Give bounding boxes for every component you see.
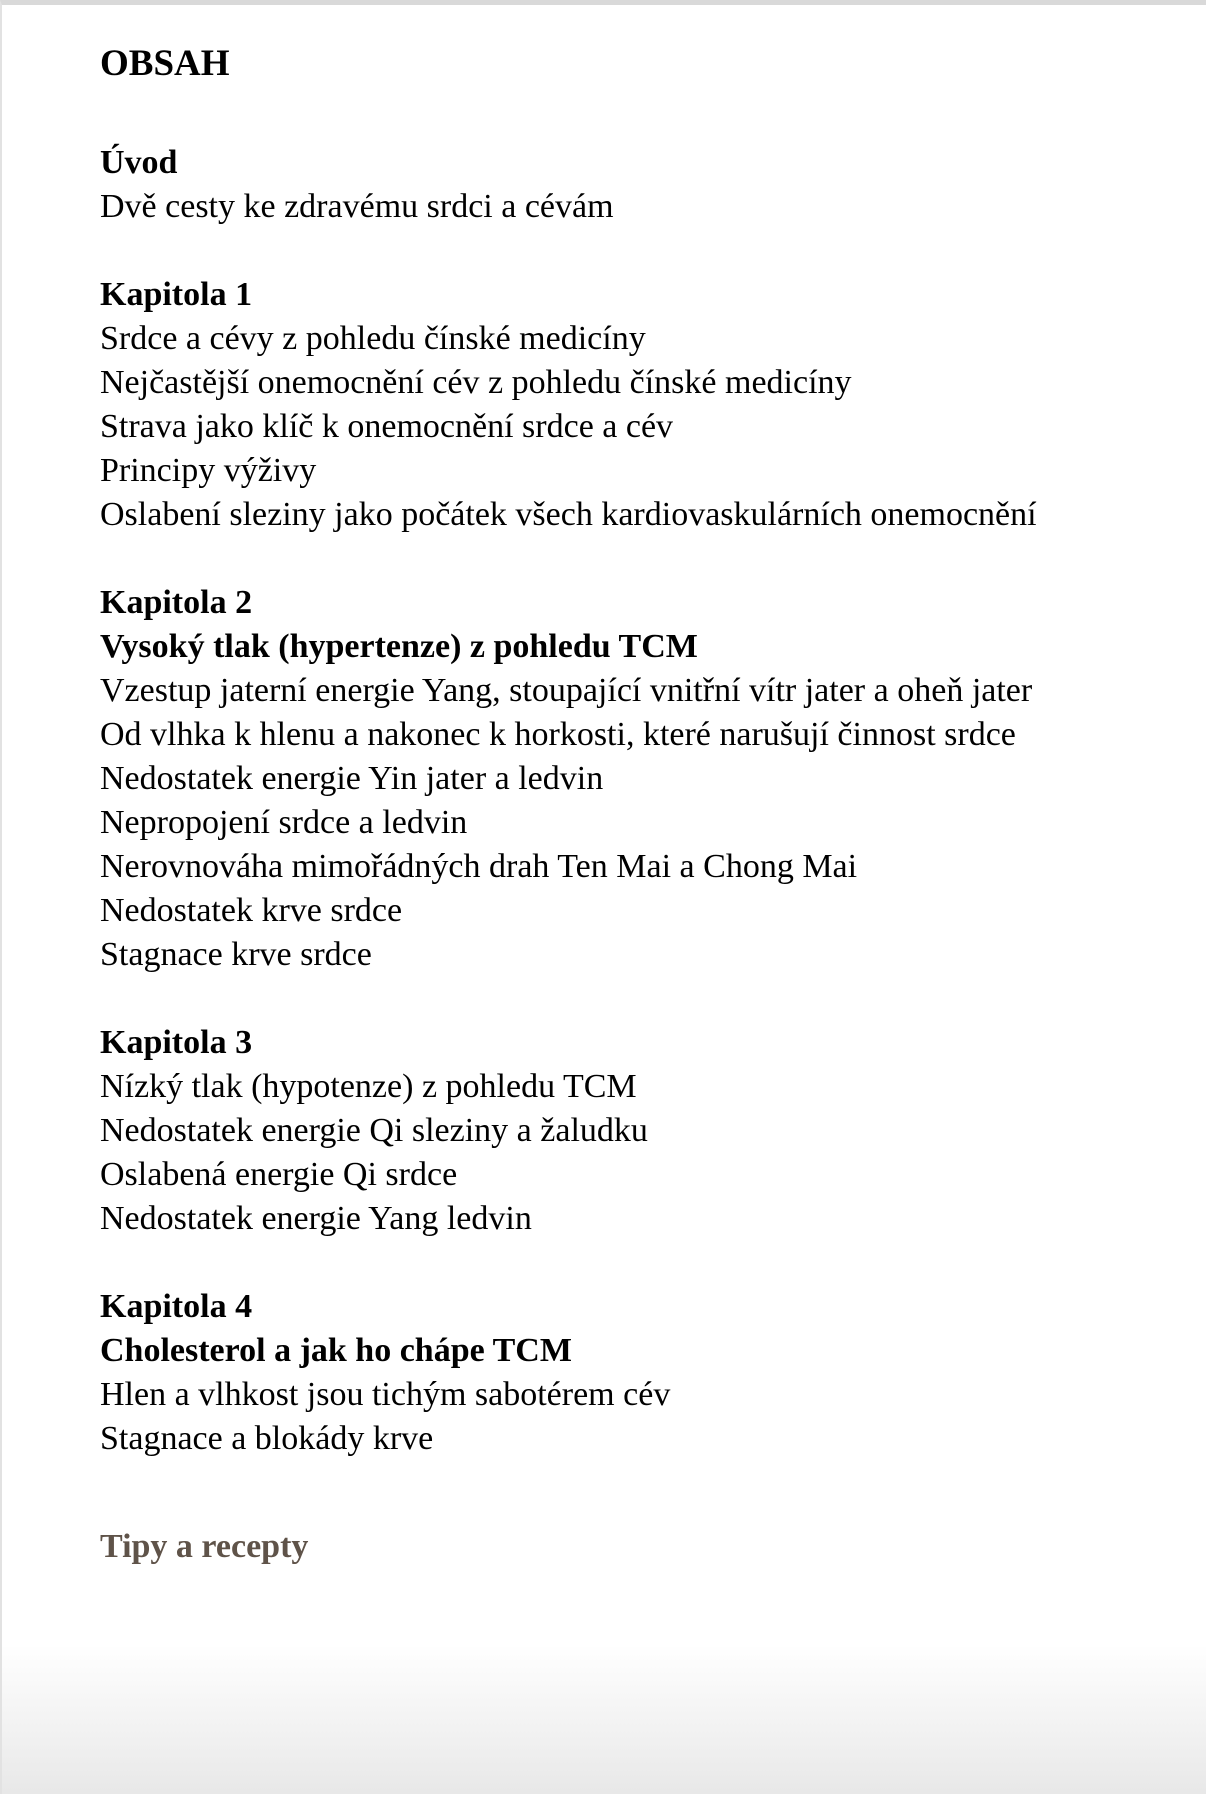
- section-kapitola-3: [100, 1021, 1106, 1241]
- toc-entry: Hlen a vlhkost jsou tichým sabotérem cév: [100, 1376, 671, 1413]
- toc-entry: Strava jako klíč k onemocnění srdce a cév: [100, 408, 674, 445]
- toc-entry: Od vlhka k hlenu a nakonec k horkosti, které narušují činnost srdce: [100, 716, 1016, 753]
- section-kapitola-1: [100, 273, 1106, 537]
- section-kapitola-2: [100, 581, 1106, 977]
- toc-entry: Stagnace a blokády krve: [100, 1420, 434, 1457]
- section-heading: Kapitola 4: [100, 1288, 253, 1325]
- section-heading: Kapitola 3: [100, 1024, 253, 1061]
- toc-entry: Stagnace krve srdce: [100, 936, 372, 973]
- toc-entry: Nedostatek krve srdce: [100, 892, 403, 929]
- toc-entry: Srdce a cévy z pohledu čínské medicíny: [100, 320, 646, 357]
- toc-entry: Nejčastější onemocnění cév z pohledu čínské medicíny: [100, 364, 852, 401]
- section-heading: Kapitola 2: [100, 584, 253, 621]
- toc-entry: Nerovnováha mimořádných drah Ten Mai a Chong Mai: [100, 848, 858, 885]
- toc-entry: Nedostatek energie Yin jater a ledvin: [100, 760, 604, 797]
- toc-entry: Oslabení sleziny jako počátek všech kardiovaskulárních onemocnění: [100, 496, 1037, 533]
- page-title: OBSAH: [100, 43, 230, 84]
- toc-entry: Nízký tlak (hypotenze) z pohledu TCM: [100, 1068, 637, 1105]
- section-heading: Úvod: [100, 144, 178, 181]
- toc-entry: Principy výživy: [100, 452, 317, 489]
- section-uvod: [100, 141, 1106, 229]
- section-subheading: Vysoký tlak (hypertenze) z pohledu TCM: [100, 628, 698, 665]
- section-kapitola-4: [100, 1285, 1106, 1461]
- toc-entry: Nedostatek energie Yang ledvin: [100, 1200, 532, 1237]
- toc-entry: Nedostatek energie Qi sleziny a žaludku: [100, 1112, 648, 1149]
- toc-entry: Dvě cesty ke zdravému srdci a cévám: [100, 188, 614, 225]
- toc-entry: Oslabená energie Qi srdce: [100, 1156, 458, 1193]
- toc-entry: Vzestup jaterní energie Yang, stoupající vnitřní vítr jater a oheň jater: [100, 672, 1033, 709]
- toc-entry: Nepropojení srdce a ledvin: [100, 804, 468, 841]
- section-heading: Kapitola 1: [100, 276, 253, 313]
- footer-heading: Tipy a recepty: [100, 1528, 309, 1565]
- section-subheading: Cholesterol a jak ho chápe TCM: [100, 1332, 572, 1369]
